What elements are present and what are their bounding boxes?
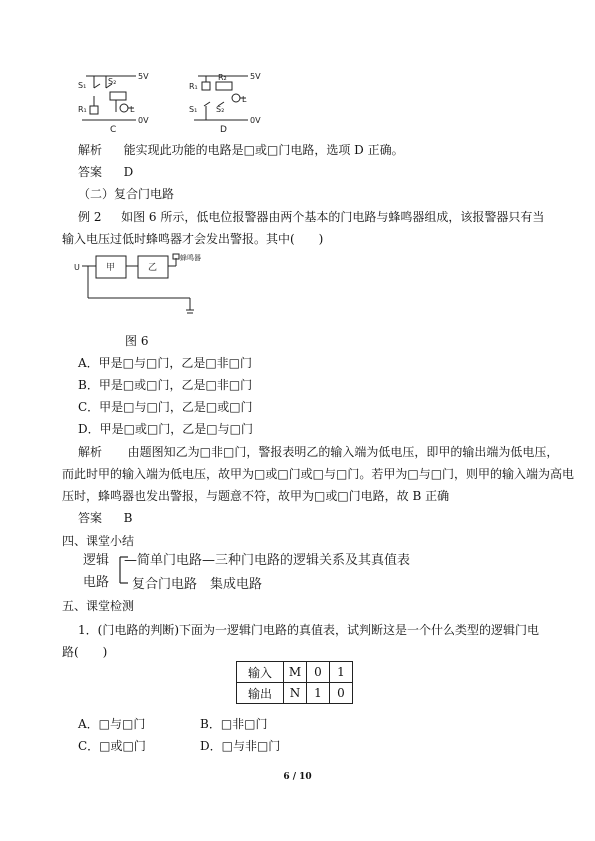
example2-question-line1	[78, 209, 544, 225]
example2-analysis-line3: 压时，蜂鸣器也发出警报，与题意不符，故甲为□或□门电路，故 B 正确	[62, 489, 450, 503]
analysis-text: 能实现此功能的电路是□或□门电路，选项 D 正确。	[123, 143, 404, 157]
table-cell: 0	[307, 662, 330, 683]
table-cell: 输入	[237, 662, 284, 683]
example-label: 例 2	[78, 210, 102, 224]
d-s2-label: S₂	[216, 105, 225, 114]
figure-u-label: U	[74, 263, 80, 272]
summary-branch-compound: 复合门电路 集成电路	[132, 577, 263, 592]
figure-6-alarm-circuit	[72, 252, 222, 320]
d-s1-label: S₁	[189, 105, 198, 114]
q1-option-b: B．□非□门	[200, 717, 268, 731]
example2-option-c: C．甲是□与□门，乙是□或□门	[78, 400, 253, 414]
summary-mind-map	[80, 549, 410, 591]
table-cell: N	[284, 683, 307, 704]
analysis-label: 解析	[78, 143, 103, 157]
c-0v-label: 0V	[138, 116, 149, 125]
example2-option-d: D．甲是□或□门，乙是□与□门	[78, 422, 253, 436]
figure-6-caption: 图 6	[125, 334, 149, 348]
summary-root-line2: 电路	[83, 575, 110, 590]
circuit-diagrams	[76, 68, 276, 136]
analysis-text-line1: 由题图知乙为□非□门，警报表明乙的输入端为低电压，即甲的输出端为低电压，	[127, 445, 559, 459]
example2-question-line2: 输入电压过低时蜂鸣器才会发出警报。其中( )	[62, 232, 324, 246]
answer-value: B	[123, 511, 133, 525]
c-5v-label: 5V	[138, 72, 149, 81]
table-row	[237, 683, 353, 704]
question-text: 如图 6 所示，低电位报警器由两个基本的门电路与蜂鸣器组成，该报警器只有当	[121, 210, 545, 224]
analysis-label: 解析	[78, 445, 103, 459]
gate-yi-label: 乙	[148, 263, 158, 273]
table-cell: 1	[330, 662, 353, 683]
summary-root-line1: 逻辑	[83, 553, 110, 568]
section-test-heading: 五、课堂检测	[62, 599, 135, 613]
c-l-label: L	[130, 105, 135, 114]
table-cell: 1	[307, 683, 330, 704]
summary-branch-simple: —简单门电路—三种门电路的逻辑关系及其真值表	[124, 553, 411, 568]
d-0v-label: 0V	[250, 116, 261, 125]
example2-option-a: A．甲是□与□门，乙是□非□门	[78, 356, 253, 370]
d-5v-label: 5V	[250, 72, 261, 81]
d-l-label: L	[242, 95, 247, 104]
buzzer-label: 蜂鸣器	[180, 254, 201, 262]
table-cell: 0	[330, 683, 353, 704]
example2-option-b: B．甲是□或□门，乙是□非□门	[78, 378, 253, 392]
answer-label: 答案	[78, 165, 103, 179]
table-cell: 输出	[237, 683, 284, 704]
q1-line1: 1．(门电路的判断)下面为一逻辑门电路的真值表，试判断这是一个什么类型的逻辑门电	[78, 623, 540, 637]
d-caption: D	[220, 125, 227, 135]
answer-label: 答案	[78, 511, 103, 525]
c-s1-label: S₁	[78, 81, 87, 90]
d-r2-label: R₂	[218, 73, 227, 82]
table-cell: M	[284, 662, 307, 683]
table-row	[237, 662, 353, 683]
example2-analysis-line2: 而此时甲的输入端为低电压，故甲为□或□门或□与□门。若甲为□与□门，则甲的输入端为高电	[62, 467, 575, 481]
q1-line2: 路( )	[62, 645, 108, 659]
gate-jia-label: 甲	[106, 263, 116, 273]
section-compound-heading: （二）复合门电路	[78, 187, 175, 201]
d-r1-label: R₁	[189, 82, 198, 91]
answer-value: D	[123, 165, 134, 179]
c-r1-label: R₁	[78, 105, 87, 114]
example2-answer	[78, 510, 133, 526]
q1-option-c: C．□或□门	[78, 739, 146, 753]
page-number: 6 / 10	[283, 772, 312, 782]
example1-analysis	[78, 142, 404, 158]
truth-table	[236, 661, 353, 704]
c-s2-label: S₂	[108, 77, 117, 86]
c-caption: C	[110, 125, 117, 135]
example2-analysis-line1	[78, 444, 558, 460]
q1-option-a: A．□与□门	[78, 717, 146, 731]
example1-answer	[78, 164, 133, 180]
q1-option-d: D．□与非□门	[200, 739, 281, 753]
section-summary-heading: 四、课堂小结	[62, 534, 135, 548]
